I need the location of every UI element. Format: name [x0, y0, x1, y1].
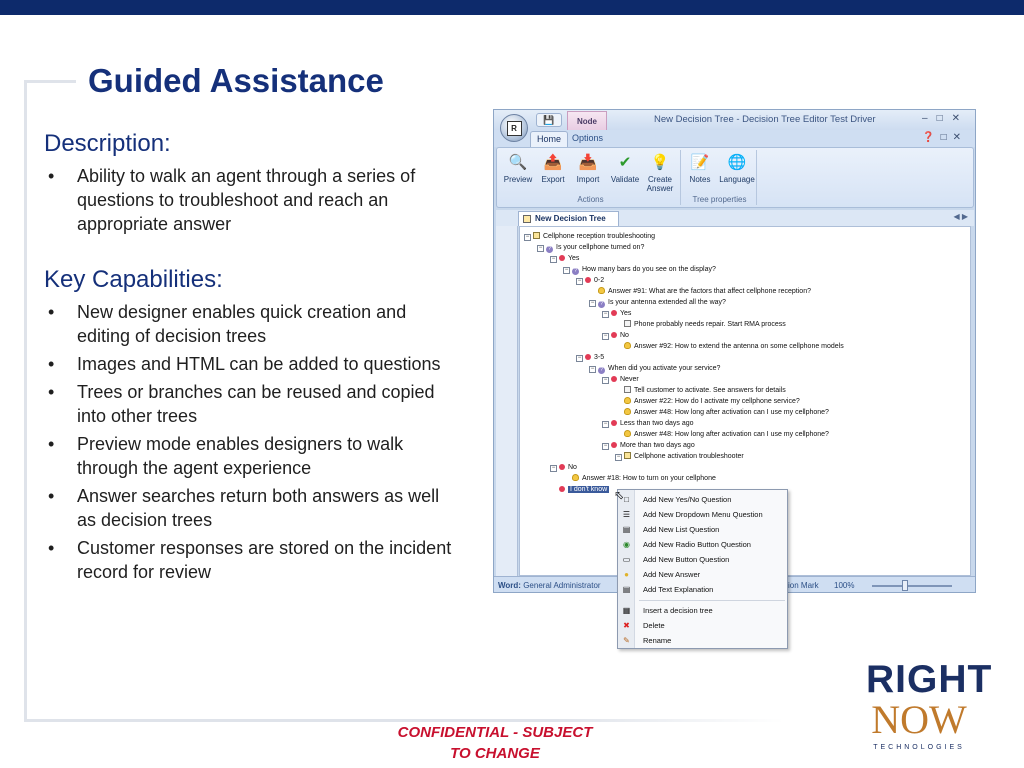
tree-node-label: No — [568, 464, 577, 471]
lightbulb-icon — [624, 430, 631, 437]
decision-tree-icon — [523, 215, 531, 223]
tab-options[interactable]: Options — [572, 133, 604, 143]
frame-line-left — [24, 80, 27, 722]
tree-node[interactable] — [602, 440, 695, 451]
tree-node-label: Answer #91: What are the factors that affect cellphone reception? — [608, 288, 811, 295]
confidential-footer: CONFIDENTIAL - SUBJECT TO CHANGE — [397, 724, 593, 762]
ribbon-group-tree-properties — [683, 150, 757, 205]
frame-line-top — [24, 80, 76, 83]
lightbulb-icon — [624, 408, 631, 415]
tree-node-label: 3-5 — [594, 354, 605, 361]
tree-node-label: Answer #18: How to turn on your cellphone — [582, 475, 716, 482]
tree-node-label: Is your cellphone turned on? — [556, 244, 645, 251]
mouse-cursor-icon: ⬁ — [614, 488, 625, 502]
tree-node[interactable] — [602, 418, 694, 429]
tab-scroll-arrows[interactable]: ◀ ▶ — [953, 212, 968, 221]
tree-node[interactable] — [589, 363, 720, 374]
tree-node-label: Yes — [568, 255, 580, 262]
collapse-toggle-icon[interactable]: − — [603, 443, 608, 449]
app-menu-button[interactable] — [500, 114, 528, 142]
export-icon: 📤 — [543, 153, 563, 171]
language-button[interactable]: 🌐 Language — [719, 153, 755, 184]
description-list — [44, 164, 454, 236]
import-icon: 📥 — [578, 153, 598, 171]
menu-item-add-answer[interactable]: ● Add New Answer — [618, 567, 787, 582]
list-question-icon: ▤ — [622, 525, 631, 534]
decision-tree-icon: ▦ — [622, 606, 631, 615]
tree-node[interactable] — [615, 429, 829, 440]
ribbon — [496, 147, 974, 208]
menu-item-delete[interactable]: ✖ Delete — [623, 621, 665, 630]
decision-tree-icon — [624, 452, 631, 459]
tree-node-label: Cellphone reception troubleshooting — [543, 233, 656, 240]
context-tab-node[interactable]: Node — [567, 111, 607, 130]
collapse-toggle-icon[interactable]: − — [603, 333, 608, 339]
answer-option-icon — [611, 376, 617, 382]
tree-node[interactable] — [524, 231, 655, 242]
tree-node-label: More than two days ago — [620, 442, 695, 449]
answer-option-icon — [585, 277, 591, 283]
tree-node[interactable] — [576, 275, 604, 286]
side-panel-strip[interactable] — [496, 226, 518, 576]
collapse-toggle-icon[interactable]: − — [616, 454, 621, 460]
menu-item-add-dropdown-question[interactable]: ☰ Add New Dropdown Menu Question — [622, 510, 763, 519]
capability-bullet: • Trees or branches can be reused and copied into other trees — [44, 380, 454, 428]
tree-node-label: How many bars do you see on the display? — [582, 266, 716, 273]
lightbulb-icon: ● — [624, 570, 629, 579]
collapse-toggle-icon[interactable]: − — [603, 311, 608, 317]
dropdown-question-icon: ☰ — [622, 510, 631, 519]
menu-item-insert-decision-tree[interactable]: ▦ Insert a decision tree — [622, 606, 713, 615]
zoom-level: 100% — [834, 581, 855, 590]
decision-tree-icon — [533, 232, 540, 239]
tree-node[interactable] — [602, 374, 639, 385]
document-tab[interactable]: New Decision Tree — [518, 211, 619, 226]
capability-bullet: • Preview mode enables designers to walk through the agent experience — [44, 432, 454, 480]
answer-option-icon — [559, 486, 565, 492]
radio-button-icon: ◉ — [623, 540, 630, 549]
tree-node[interactable] — [550, 253, 579, 264]
title-bar — [494, 110, 975, 130]
capability-bullet: • Answer searches return both answers as well as decision trees — [44, 484, 454, 532]
notes-button[interactable]: 📝 Notes — [689, 153, 711, 184]
capabilities-list — [44, 300, 454, 584]
collapse-toggle-icon[interactable]: − — [551, 256, 556, 262]
zoom-slider[interactable] — [872, 585, 952, 587]
tree-node[interactable] — [563, 473, 716, 484]
tree-node-label: Answer #22: How do I activate my cellphone service? — [634, 398, 800, 405]
app-logo-icon: R — [507, 121, 522, 136]
slide-body — [44, 130, 454, 588]
tree-node[interactable] — [615, 319, 786, 330]
description-bullet: • Ability to walk an agent through a series of questions to troubleshoot and reach an appropriate answer — [44, 164, 454, 236]
lightbulb-icon — [572, 474, 579, 481]
answer-option-icon — [611, 420, 617, 426]
tree-node[interactable] — [550, 484, 609, 495]
magnifier-icon: 🔍 — [508, 153, 528, 171]
tree-node-label: Is your antenna extended all the way? — [608, 299, 726, 306]
tree-node[interactable] — [589, 286, 811, 297]
tree-node-label: Answer #48: How long after activation can I use my cellphone? — [634, 431, 829, 438]
text-note-icon — [624, 386, 631, 393]
collapse-toggle-icon[interactable]: − — [603, 421, 608, 427]
collapse-toggle-icon[interactable]: − — [590, 300, 595, 306]
question-icon: ? — [572, 268, 579, 275]
text-note-icon: ▤ — [622, 585, 631, 594]
tree-node[interactable] — [563, 264, 716, 275]
window-title: New Decision Tree - Decision Tree Editor Test Driver — [654, 114, 876, 125]
tree-node[interactable] — [537, 242, 644, 253]
preview-button[interactable]: 🔍 Preview — [503, 153, 533, 184]
document-tabs — [496, 210, 974, 226]
tree-node[interactable] — [589, 297, 726, 308]
yes-no-question-icon: □ — [624, 495, 629, 504]
validate-button[interactable]: ✔ Validate — [610, 153, 640, 184]
tree-node-label: I don't know — [570, 486, 608, 493]
capabilities-heading: Key Capabilities: — [44, 266, 223, 293]
menu-separator — [639, 600, 785, 601]
capability-bullet: • Images and HTML can be added to questions — [44, 352, 454, 376]
status-word: Word: General Administrator — [498, 581, 601, 590]
collapse-toggle-icon[interactable]: − — [603, 377, 608, 383]
tree-node-label: Less than two days ago — [620, 420, 694, 427]
question-icon: ? — [598, 367, 605, 374]
ribbon-tabs — [494, 130, 975, 147]
save-icon[interactable]: 💾 — [536, 113, 562, 127]
menu-item-add-yes-no-question[interactable]: □ Add New Yes/No Question — [618, 492, 787, 507]
menu-item-add-text-explanation[interactable]: ▤ Add Text Explanation — [622, 585, 714, 594]
group-label-actions: Actions — [577, 195, 604, 204]
menu-item-add-radio-question[interactable]: ◉ Add New Radio Button Question — [623, 540, 751, 549]
text-note-icon — [624, 320, 631, 327]
tree-node[interactable] — [615, 451, 744, 462]
answer-option-icon — [559, 464, 565, 470]
menu-item-add-list-question[interactable]: ▤ Add New List Question — [622, 525, 720, 534]
menu-item-add-button-question[interactable]: ▭ Add New Button Question — [622, 555, 730, 564]
answer-option-icon — [611, 332, 617, 338]
notes-icon: 📝 — [690, 153, 710, 171]
import-button[interactable]: 📥 Import — [576, 153, 600, 184]
capability-bullet: • New designer enables quick creation and editing of decision trees — [44, 300, 454, 348]
tree-node-label: Answer #48: How long after activation can I use my cellphone? — [634, 409, 829, 416]
checkmark-icon: ✔ — [618, 153, 632, 171]
lightbulb-icon — [598, 287, 605, 294]
button-question-icon: ▭ — [622, 555, 631, 564]
top-band — [0, 0, 1024, 15]
tree-node-label: Tell customer to activate. See answers for details — [634, 387, 786, 394]
globe-icon: 🌐 — [727, 153, 747, 171]
tree-node[interactable] — [602, 330, 629, 341]
collapse-toggle-icon[interactable]: − — [577, 278, 582, 284]
slide-title: Guided Assistance — [88, 62, 384, 99]
collapse-toggle-icon[interactable]: − — [551, 465, 556, 471]
tree-node-label: 0-2 — [594, 277, 605, 284]
collapse-toggle-icon[interactable]: − — [590, 366, 595, 372]
answer-option-icon — [611, 310, 617, 316]
collapse-toggle-icon[interactable]: − — [538, 245, 543, 251]
answer-option-icon — [559, 255, 565, 261]
lightbulb-icon — [624, 342, 631, 349]
help-controls[interactable]: ❓□✕ — [922, 132, 967, 143]
tree-node[interactable] — [576, 352, 604, 363]
tree-node-label: Phone probably needs repair. Start RMA process — [634, 321, 786, 328]
group-label-tree-properties: Tree properties — [692, 195, 747, 204]
tree-node-label: Cellphone activation troubleshooter — [634, 453, 744, 460]
tree-node-label: Yes — [620, 310, 632, 317]
tree-node[interactable] — [615, 341, 844, 352]
delete-x-icon: ✖ — [623, 621, 630, 630]
zoom-slider-thumb[interactable] — [902, 580, 908, 591]
lightbulb-icon — [624, 397, 631, 404]
description-heading: Description: — [44, 130, 171, 157]
capability-bullet: • Customer responses are stored on the incident record for review — [44, 536, 454, 584]
tree-node[interactable] — [602, 308, 631, 319]
context-menu — [617, 489, 788, 649]
tab-home[interactable]: Home — [530, 131, 568, 147]
answer-option-icon — [611, 442, 617, 448]
tree-node-label: When did you activate your service? — [608, 365, 721, 372]
ribbon-group-actions — [501, 150, 681, 205]
collapse-toggle-icon[interactable]: − — [577, 355, 582, 361]
tree-node[interactable] — [615, 396, 800, 407]
tree-node[interactable] — [615, 385, 786, 396]
create-answer-button[interactable]: 💡 Create Answer — [646, 153, 674, 193]
window-controls[interactable]: –□✕ — [922, 113, 969, 124]
question-icon: ? — [546, 246, 553, 253]
menu-item-rename[interactable]: ✎ Rename — [623, 636, 672, 645]
collapse-toggle-icon[interactable]: − — [564, 267, 569, 273]
rightnow-logo: RIGHT NOW TECHNOLOGIES — [866, 658, 993, 751]
status-mid-text: ion Mark — [788, 581, 819, 590]
collapse-toggle-icon[interactable]: − — [525, 234, 530, 240]
lightbulb-icon: 💡 — [650, 153, 670, 171]
answer-option-icon — [585, 354, 591, 360]
tree-node-label: Answer #92: How to extend the antenna on some cellphone models — [634, 343, 844, 350]
pencil-icon: ✎ — [623, 636, 630, 645]
tree-node-label: Never — [620, 376, 639, 383]
tree-node-label: No — [620, 332, 629, 339]
tree-node[interactable] — [615, 407, 829, 418]
export-button[interactable]: 📤 Export — [541, 153, 565, 184]
tree-node[interactable] — [550, 462, 577, 473]
question-icon: ? — [598, 301, 605, 308]
